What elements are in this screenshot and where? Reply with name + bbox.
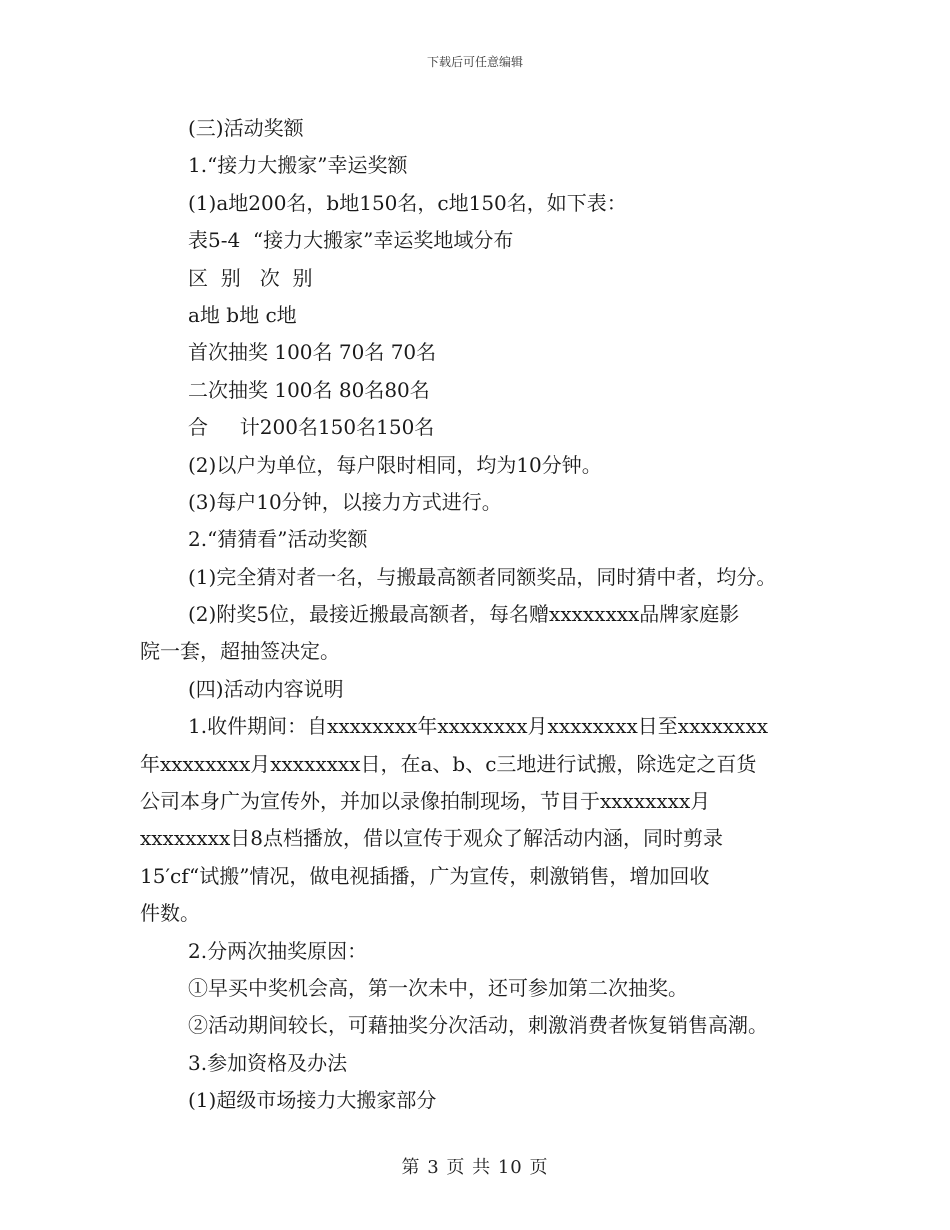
paragraph-line: 公司本身广为宣传外，并加以录像拍制现场，节目于xxxxxxxx月 (140, 789, 711, 814)
paragraph-line: 件数。 (140, 901, 200, 926)
paragraph-line: (2)以户为单位，每户限时相同，均为10分钟。 (188, 452, 602, 477)
subsection-heading: 2.分两次抽奖原因： (188, 938, 368, 963)
table-row: 区 别 次 别 (188, 265, 313, 290)
section-heading: (四)活动内容说明 (188, 676, 344, 701)
page-header: 下载后可任意编辑 (426, 55, 523, 69)
table-row: 合 计200名150名150名 (188, 415, 435, 440)
paragraph-line: (1)完全猜对者一名，与搬最高额者同额奖品，同时猜中者，均分。 (188, 564, 777, 589)
page-footer: 第 3 页 共 10 页 (401, 1157, 549, 1178)
table-row: a地 b地 c地 (188, 302, 297, 327)
paragraph-line: xxxxxxxx日8点档播放，借以宣传于观众了解活动内涵，同时剪录 (140, 826, 723, 851)
subsection-heading: 1.“接力大搬家”幸运奖额 (188, 153, 408, 178)
paragraph-line: 院一套，超抽签决定。 (140, 639, 340, 664)
paragraph-line: (1)超级市场接力大搬家部分 (188, 1088, 437, 1113)
paragraph-line: 15′cf“试搬”情况，做电视插播，广为宣传，刺激销售，增加回收 (140, 863, 710, 888)
paragraph-line: (1)a地200名，b地150名，c地150名，如下表： (188, 190, 627, 215)
document-body (140, 110, 830, 1120)
section-heading: (三)活动奖额 (188, 116, 304, 140)
table-row: 二次抽奖 100名 80名80名 (188, 377, 430, 402)
paragraph-line: ②活动期间较长，可藉抽奖分次活动，刺激消费者恢复销售高潮。 (188, 1013, 768, 1038)
paragraph-line: 年xxxxxxxx月xxxxxxxx日，在a、b、c三地进行试搬，除选定之百货 (140, 751, 757, 776)
paragraph-line: ①早买中奖机会高，第一次未中，还可参加第二次抽奖。 (188, 975, 688, 1000)
table-caption: 表5-4 “接力大搬家”幸运奖地域分布 (188, 228, 514, 253)
paragraph-line: 1.收件期间：自xxxxxxxx年xxxxxxxx月xxxxxxxx日至xxxxxxxx (188, 714, 769, 739)
table-row: 首次抽奖 100名 70名 70名 (188, 340, 437, 365)
paragraph-line: (2)附奖5位，最接近搬最高额者，每名赠xxxxxxxx品牌家庭影 (188, 602, 740, 627)
subsection-heading: 3.参加资格及办法 (188, 1050, 348, 1075)
subsection-heading: 2.“猜猜看”活动奖额 (188, 527, 368, 552)
paragraph-line: (3)每户10分钟，以接力方式进行。 (188, 489, 502, 514)
